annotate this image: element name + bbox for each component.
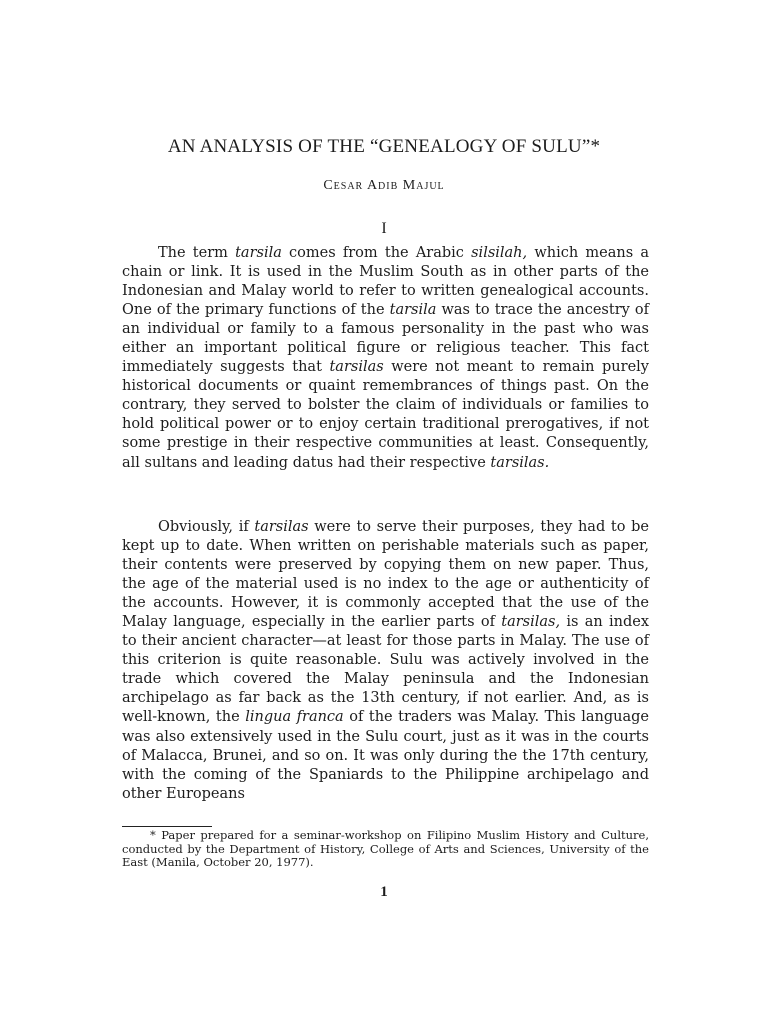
author-name: Cesar Adib Majul — [323, 178, 445, 193]
p2-text-2: were to serve their purposes, they had to be kept up to date. When written on perishable materials such as paper, their contents were preserved by copying them on new paper. Thus, the age of the material used is no index to the age or authenticity of the accounts. However, it is commonly accepted that the use of the Malay language, especially in the earlier parts of — [122, 519, 649, 631]
p2-italic-tarsilas: tarsilas — [254, 519, 309, 535]
p1-text-1: The term — [158, 245, 236, 261]
paragraph-1 — [122, 244, 649, 473]
p2-text-4: of the traders was Malay. This language was also extensively used in the Sulu court, just as it was in the courts of Malacca, Brunei, and so on. It was only during the the 17th century, with the coming of the Spaniards to the Philippine archipelago and other Europeans — [122, 709, 649, 802]
footnote-text: * Paper prepared for a seminar-workshop on Filipino Muslim History and Culture, conducted by the Department of History, College of Arts and Sciences, University of the East (Manila, October 20, 1977). — [122, 828, 649, 870]
p2-italic-tarsilas-2: tarsilas, — [501, 614, 561, 631]
p1-italic-tarsila-2: tarsila — [389, 302, 437, 319]
article-title: AN ANALYSIS OF THE “GENEALOGY OF SULU”* — [167, 136, 601, 157]
section-number: I — [381, 220, 387, 237]
p2-text-1: Obviously, if — [158, 519, 255, 535]
p1-text-5: were not meant to remain purely historical documents or quaint remembrances of things past. On the contrary, they served to bolster the claim of individuals or families to hold political power or to enjoy certain traditional prerogatives, if not some prestige in their respective communities at least. Consequently, all sultans and leading datus had their respective — [122, 359, 649, 471]
paragraph-2 — [122, 518, 649, 804]
p1-text-2: comes from the Arabic — [281, 245, 472, 261]
p1-italic-tarsila: tarsila — [235, 245, 282, 261]
p1-italic-tarsilas-2: tarsilas. — [490, 454, 550, 471]
p1-text-3: which means a chain or link. It is used in the Muslim South as in other parts of the Indonesian and Malay world to refer to written genealogical accounts. One of the primary functions of the — [122, 245, 649, 319]
p1-italic-silsilah: silsilah, — [471, 245, 528, 261]
p2-text-3: is an index to their ancient character—at least for those parts in Malay. The use of this criterion is quite reasonable. Sulu was actively involved in the trade which covered the Malay peninsula and the Indonesian archipelago as far back as the 13th century, if not earlier. And, as is well-known, the — [122, 614, 650, 726]
footnote-divider — [122, 826, 212, 827]
p2-italic-lingua-franca: lingua franca — [245, 709, 344, 726]
p1-italic-tarsilas: tarsilas — [329, 359, 384, 376]
p1-text-4: was to trace the ancestry of an individual or family to a famous personality in the past who was either an important political figure or religious teacher. This fact immediately suggests that — [122, 302, 650, 376]
page-number: 1 — [380, 884, 388, 900]
footnote — [122, 829, 649, 870]
